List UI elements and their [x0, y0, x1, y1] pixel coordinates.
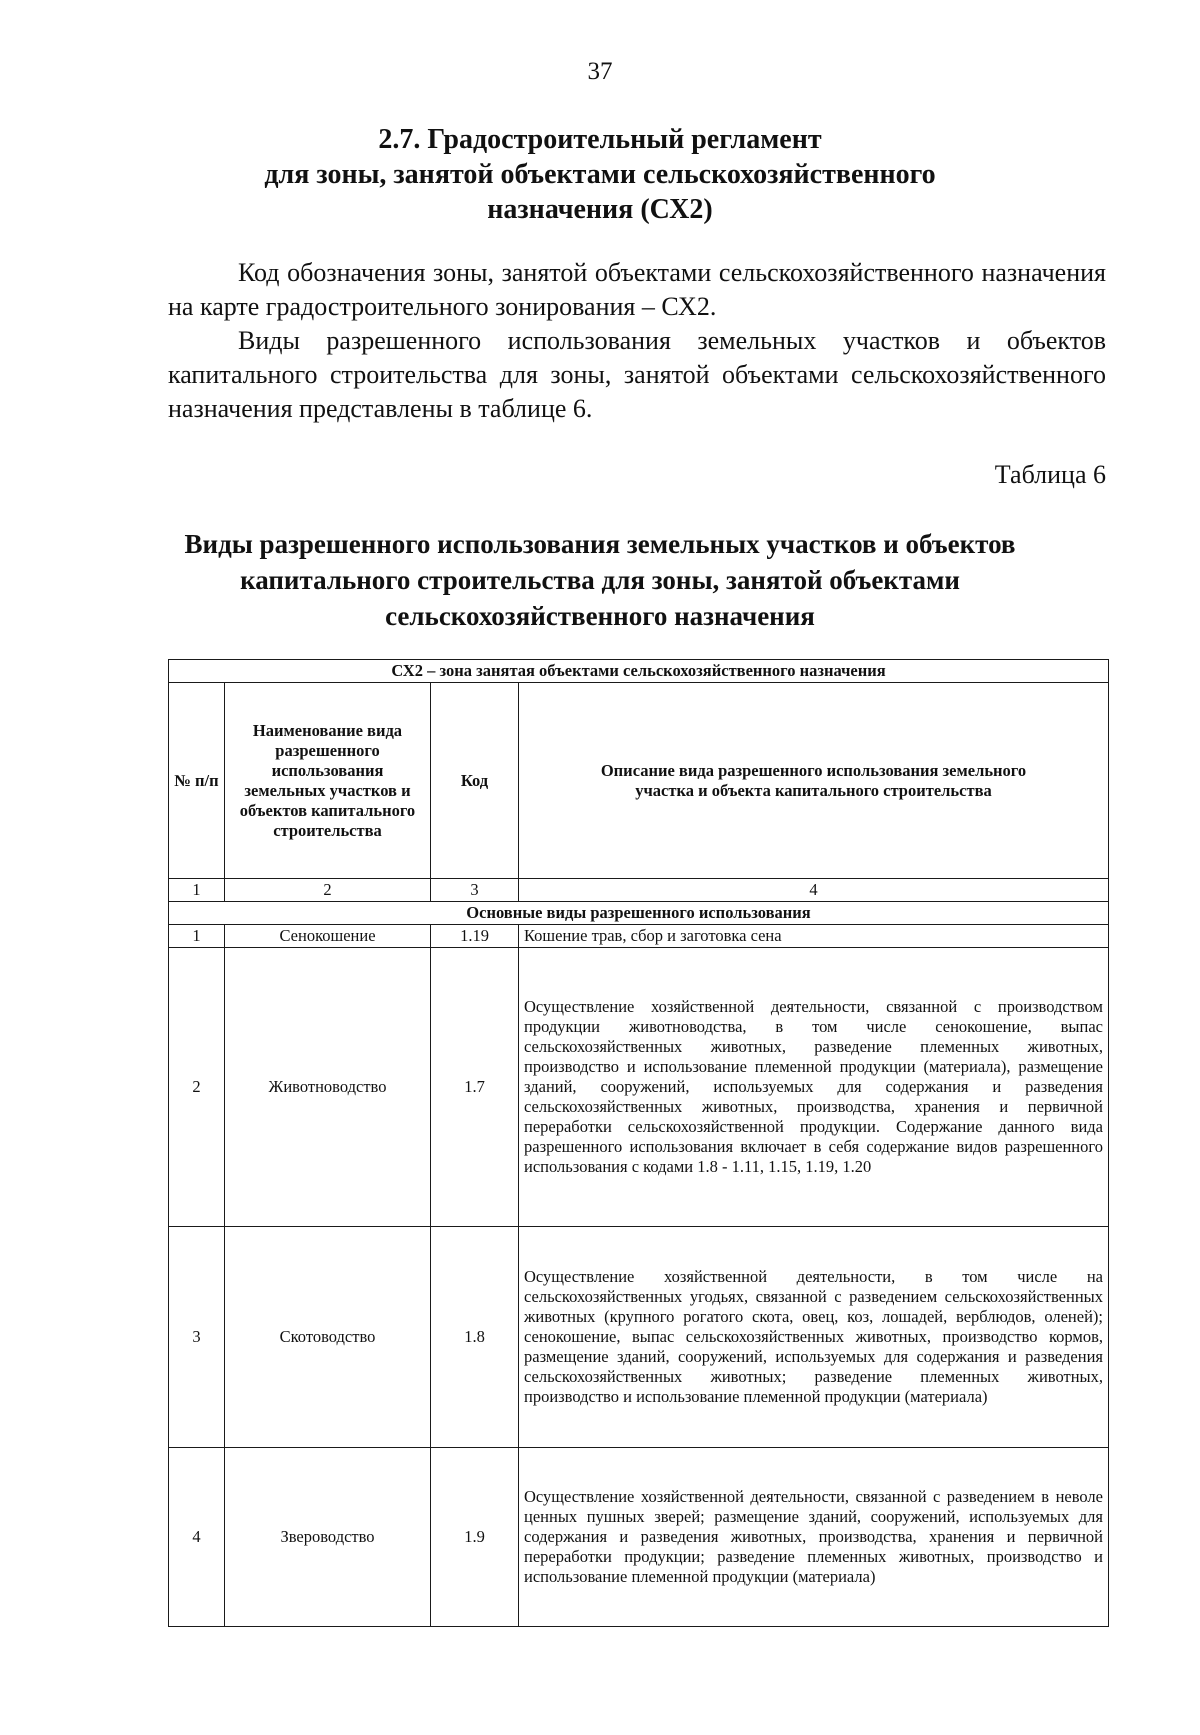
column-number-2: 2: [225, 879, 431, 902]
zone-header-cell: СХ2 – зона занятая объектами сельскохозяйственного назначения: [169, 660, 1109, 683]
table-heading-line-2: капитального строительства для зоны, занятой объектами: [240, 565, 960, 595]
row-code: 1.8: [431, 1227, 519, 1448]
page-number: 37: [587, 58, 613, 85]
row-num: 3: [169, 1227, 225, 1448]
row-description: Осуществление хозяйственной деятельности, в том числе на сельскохозяйственных угодьях, связанной с разведением сельскохозяйственных животных (крупного рогатого скота, овец, коз, лошадей, верблюдов, оленей); сенокошение, выпас сельскохозяйственных животных, производство кормов, размещение зданий, сооружений, используемых для содержания и разведения сельскохозяйственных животных; разведение племенных животных, производство и использование племенной продукции (материала): [519, 1227, 1109, 1448]
paragraph-zone-code: [168, 256, 1106, 324]
row-code: 1.7: [431, 948, 519, 1227]
paragraph-zone-code-text: Код обозначения зоны, занятой объектами сельскохозяйственного назначения на карте градостроительного зонирования – СХ2.: [168, 258, 1106, 321]
section-title-line-2: для зоны, занятой объектами сельскохозяйственного: [264, 159, 936, 190]
column-number-1: 1: [169, 879, 225, 902]
section-title: [0, 122, 1200, 227]
section-title-line-3: назначения (СХ2): [487, 194, 713, 225]
table-row: [169, 925, 1109, 948]
row-description: Осуществление хозяйственной деятельности, связанной с разведением в неволе ценных пушных зверей; размещение зданий, сооружений, используемых для содержания и разведения животных, производства, хранения и первичной переработки продукции; разведение племенных животных, производство и использование племенной продукции (материала): [519, 1448, 1109, 1627]
paragraph-permitted-uses: [168, 324, 1106, 426]
row-num: 1: [169, 925, 225, 948]
row-code: 1.9: [431, 1448, 519, 1627]
table-heading: [0, 526, 1200, 634]
section-title-line-1: 2.7. Градостроительный регламент: [378, 124, 822, 155]
permitted-uses-table: [168, 659, 1109, 1627]
column-number-3: 3: [431, 879, 519, 902]
row-description: Кошение трав, сбор и заготовка сена: [519, 925, 1109, 948]
group-header-cell: Основные виды разрешенного использования: [169, 902, 1109, 925]
paragraph-permitted-uses-text: Виды разрешенного использования земельных участков и объектов капитального строительства для зоны, занятой объектами сельскохозяйственного назначения представлены в таблице 6.: [168, 326, 1106, 423]
row-description: Осуществление хозяйственной деятельности, связанной с производством продукции животноводства, в том числе сенокошение, выпас сельскохозяйственных животных, разведение племенных животных, производство и использование племенной продукции (материала), размещение зданий, сооружений, используемых для содержания и разведения сельскохозяйственных животных, производства, хранения и первичной переработки сельскохозяйственной продукции. Содержание данного вида разрешенного использования включает в себя содержание видов разрешенного использования с кодами 1.8 - 1.11, 1.15, 1.19, 1.20: [519, 948, 1109, 1227]
table-heading-line-1: Виды разрешенного использования земельных участков и объектов: [184, 529, 1016, 559]
row-num: 2: [169, 948, 225, 1227]
row-name: Звероводство: [225, 1448, 431, 1627]
table-row: [169, 1227, 1109, 1448]
column-header-description: Описание вида разрешенного использования земельного участка и объекта капитального строительства: [519, 683, 1109, 879]
column-header-name: Наименование вида разрешенного использования земельных участков и объектов капитального строительства: [225, 683, 431, 879]
row-code: 1.19: [431, 925, 519, 948]
column-number-4: 4: [519, 879, 1109, 902]
table-row: [169, 1448, 1109, 1627]
column-header-num: № п/п: [169, 683, 225, 879]
table-heading-line-3: сельскохозяйственного назначения: [385, 601, 815, 631]
row-num: 4: [169, 1448, 225, 1627]
row-name: Животноводство: [225, 948, 431, 1227]
column-header-code: Код: [431, 683, 519, 879]
table-caption: Таблица 6: [994, 460, 1106, 489]
table-row: [169, 948, 1109, 1227]
row-name: Скотоводство: [225, 1227, 431, 1448]
row-name: Сенокошение: [225, 925, 431, 948]
